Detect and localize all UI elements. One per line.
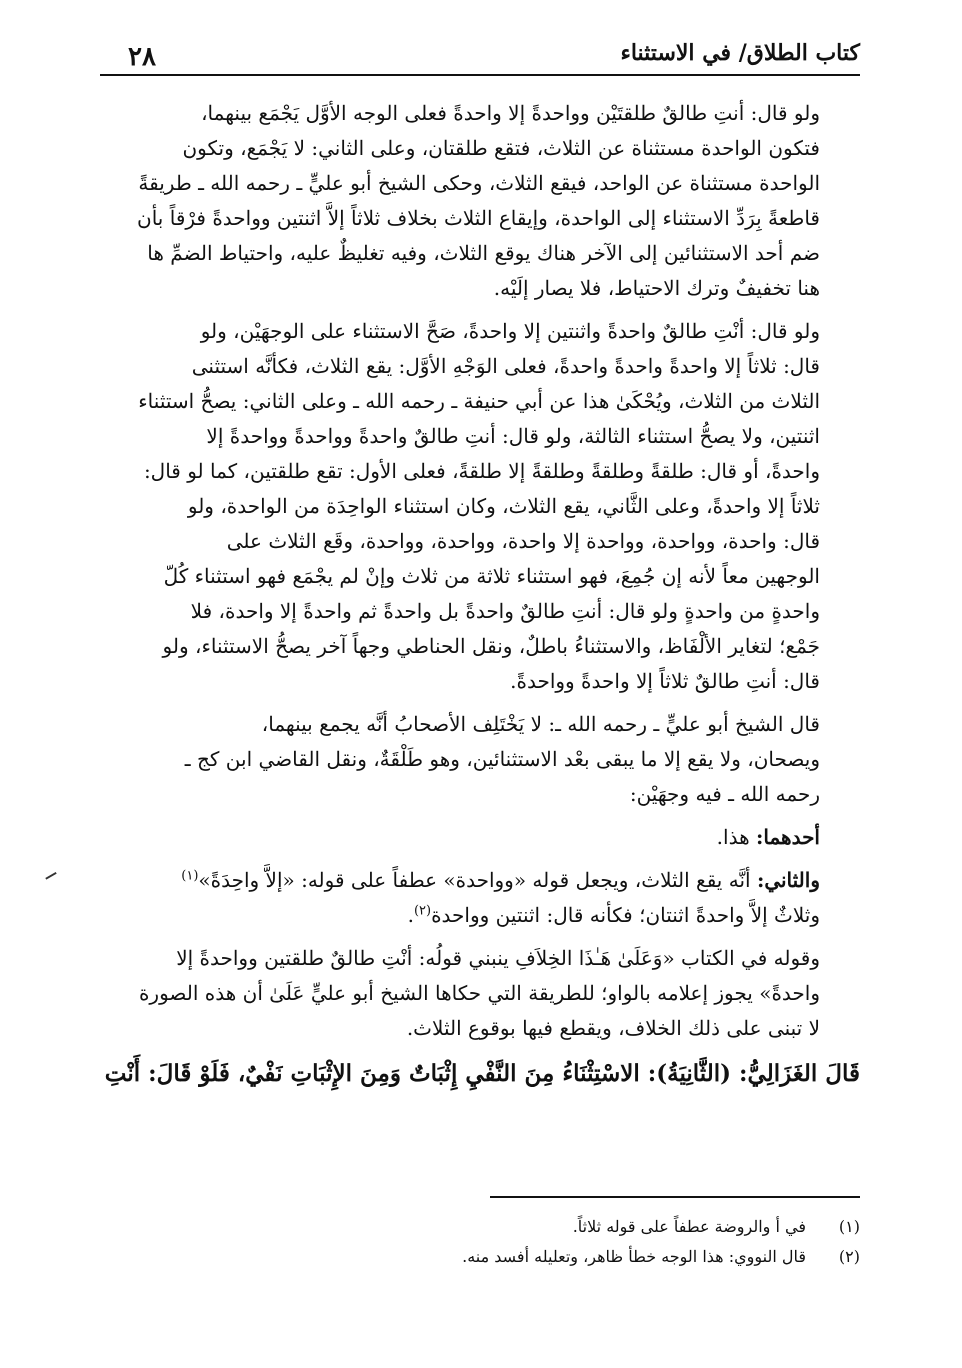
footnote-2 [100, 1242, 860, 1272]
text-line: رحمه الله ـ فيه وجهَيْن: [629, 782, 820, 806]
first-view-text: هذا. [716, 825, 756, 849]
paragraph-1 [100, 96, 860, 306]
footnote-ref-1[interactable]: (١) [181, 868, 199, 884]
footnote-divider [490, 1196, 860, 1198]
page-number: ٢٨ [128, 42, 156, 72]
text-line: اثنتين، ولا يصحُّ استثناء الثالثة، ولو قال: أنتِ طالقٌ واحدةً وواحدةً وواحدةً إلا [206, 424, 820, 448]
text-line: جَمْع؛ لتغاير الألْفَاظ، والاستثناءُ باطلٌ، ونقل الحناطي وجهاً آخر يصحُّ الاستثناء، ولو [162, 634, 820, 658]
footnote-1 [100, 1212, 860, 1242]
footnote-number: (٢) [838, 1247, 860, 1266]
first-view-label: أحدهما: [755, 825, 820, 849]
header-title: كتاب الطلاق/ في الاستثناء [620, 40, 860, 66]
paragraph-second-view [100, 863, 860, 933]
text-line: وقوله في الكتاب «وَعَلَىٰ هَـٰذَا الخِلاَفِ ينبني قولُه: أنْتِ طالقٌ طلقتين وواحدةً إلا [176, 946, 820, 970]
text-line: الوجهين معاً لأنه إن جُمِعَ، فهو استثناء ثلاثة من ثلاث وإنْ لم يجْمَع فهو استثناء كُلّ [163, 564, 820, 588]
footnote-text: قال النووي: هذا الوجه خطأ ظاهر، وتعليله أفسد منه. [462, 1247, 806, 1266]
main-text [100, 96, 860, 1102]
text-line: لا تبنى على ذلك الخلاف، ويقطع فيها بوقوع الثلاث. [406, 1016, 820, 1040]
running-header [100, 30, 860, 76]
text-line: واحدةً، أو قال: طلقةً وطلقةً وطلقةً إلا طلقةً، فعلى الأول: تقع طلقتين، كما لو قال: [143, 459, 820, 483]
second-view-text-2: وثلاثٌ إلاَّ واحدةً اثنتان؛ فكأنه قال: اثنتين وواحدة [431, 903, 820, 927]
text-line: واحدةً» يجوز إعلامه بالواو؛ للطريقة التي حكاها الشيخ أبو عليٍّ عَلَىٰ أن هذه الصورة [138, 981, 820, 1005]
text-line: ولو قال: أنتِ طالقٌ طلقتَيْن وواحدةً إلا واحدةً فعلى الوجه الأوَّل يَجْمَع بينهما، [201, 101, 820, 125]
text-line: هنا تخفيفٌ وترك الاحتياط، فلا يصار إلَيْه. [493, 276, 820, 300]
paragraph-4 [100, 941, 860, 1046]
text-line: ويصحان، ولا يقع إلا ما يبقى بعْد الاستثنائين، وهو طَلْقَةٌ، ونقل القاضي ابن كج ـ [184, 747, 820, 771]
text-line: فتكون الواحدة مستثناة عن الثلاث، فتقع طلقتان، وعلى الثاني: لا يَجْمَع، وتكون [182, 136, 820, 160]
footnote-ref-2[interactable]: (٢) [413, 903, 432, 919]
footnote-number: (١) [838, 1217, 860, 1236]
text-line: الثلاث من الثلاث، ويُحْكَىٰ هذا عن أبي حنيفة ـ رحمه الله ـ وعلى الثاني: يصحُّ استثناء [138, 389, 820, 413]
footnote-text: في أ والروضة عطفاً على قوله ثلاثاً. [572, 1217, 806, 1236]
footnotes [100, 1212, 860, 1272]
text-line: الواحدة مستثناة عن الواحد، فيقع الثلاث، وحكى الشيخ أبو عليٍّ ـ رحمه الله ـ طريقةً [138, 171, 820, 195]
paragraph-2 [100, 314, 860, 699]
margin-mark [45, 872, 62, 890]
paragraph-first-view [100, 820, 860, 855]
text-line [100, 863, 860, 898]
ghazali-heading: قَالَ الغَزَالِيُّ: (الثَّانِيَةُ): الاسْتِثْنَاءُ مِنَ النَّفْيِ إِثْبَاتٌ وَمِنَ الإِثْبَاتِ نَفْيٌ، فَلَوْ قَالَ: أَنْتِ [104, 1060, 860, 1087]
paragraph-heading [100, 1054, 860, 1094]
paragraph-3 [100, 707, 860, 812]
text-line: قال: أنتِ طالقٌ ثلاثاً إلا واحدةً وواحدةً. [510, 669, 820, 693]
sentence-end: . [407, 903, 414, 927]
second-view-text: أنَّه يقع الثلاث، ويجعل قوله «وواحدة» عطفاً على قوله: «إلاَّ واحِدَةً» [198, 868, 757, 892]
text-line: ثلاثاً إلا واحدةً، وعلى الثَّاني، يقع الثلاث، وكان استثناء الواحِدَة من الواحدة، ولو [187, 494, 820, 518]
text-line: ولو قال: أنْتِ طالقٌ واحدةً واثنتين إلا واحدةً، صَحَّ الاستثناء على الوجهَيْن، ولو [200, 319, 820, 343]
text-line: قال: ثلاثاً إلا واحدةً واحدةً واحدةً، فعلى الوَجْهِ الأوَّل: يقع الثلاث، فكأنَّه استثنى [191, 354, 820, 378]
text-line: قال الشيخ أبو عليٍّ ـ رحمه الله ـ: لا يَخْتَلِف الأصحابُ أنَّه يجمع بينهما، [261, 712, 820, 736]
text-line: ضم أحد الاستثنائين إلى الآخر هناك يوقع الثلاث، وفيه تغليظٌ عليه، واحتياط الضمِّ ها [147, 241, 820, 265]
text-line: قاطعةً بِرَدِّ الاستثناء إلى الواحدة، وإيقاع الثلاث بخلاف ثلاثاً إلاَّ اثنتين وواحدةً فرْقاً بأن [137, 206, 820, 230]
text-line: قال: واحدة، وواحدة، وواحدة إلا واحدة، وواحدة، وواحدة، وقَع الثلاث على [226, 529, 820, 553]
text-line: واحدةٍ من واحدةٍ ولو قال: أنتِ طالقٌ واحدةً بل واحدةً ثم واحدةً إلا واحدة، فلا [190, 599, 820, 623]
text-line [100, 898, 860, 933]
second-view-label: والثاني: [756, 868, 820, 892]
